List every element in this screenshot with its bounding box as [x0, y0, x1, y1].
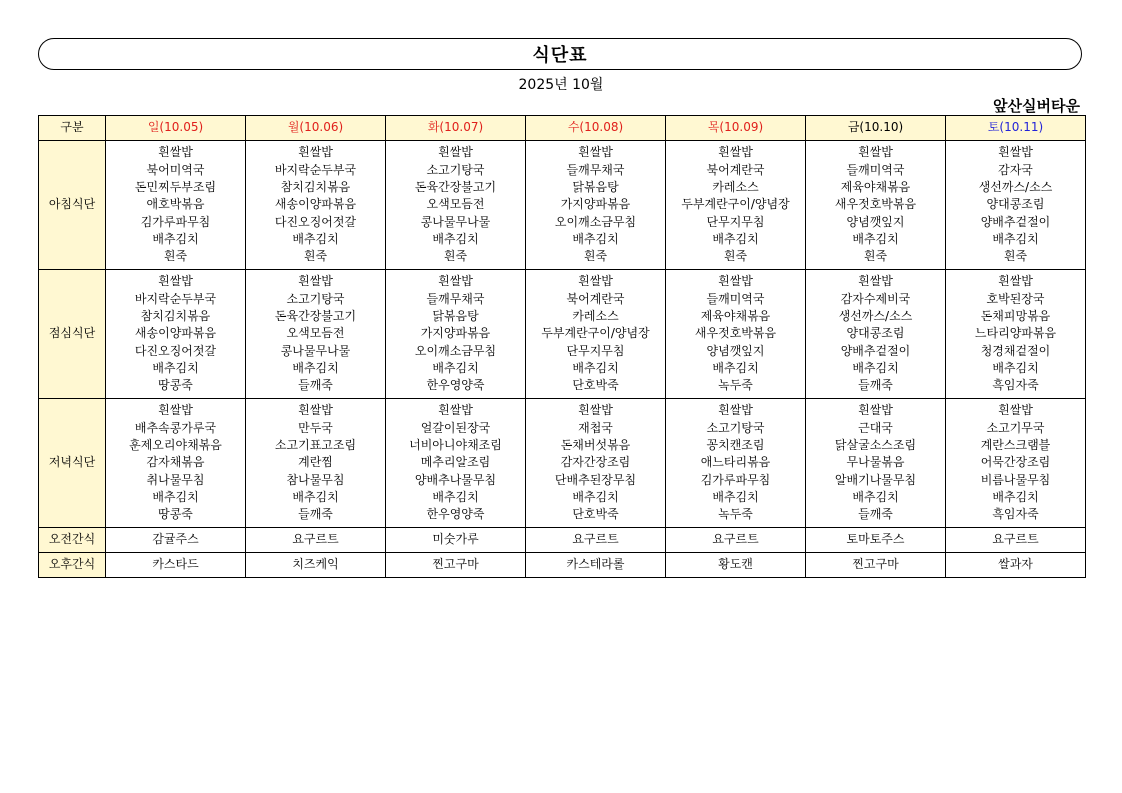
menu-cell: [946, 141, 1086, 270]
dish-item: 콩나물무나물: [420, 214, 491, 229]
dish-item: 호박된장국: [986, 291, 1045, 306]
dish-item: 감자간장조림: [560, 455, 631, 470]
dish-item: 배추김치: [572, 360, 619, 375]
dish-item: 흰쌀밥: [578, 403, 613, 418]
dish-item: 흰쌀밥: [438, 274, 473, 289]
snack-cell: 카스테라롤: [526, 553, 666, 578]
dish-item: 계란스크램블: [980, 438, 1051, 453]
dish-item: 배추김치: [992, 489, 1039, 504]
dish-item: 흰죽: [583, 249, 608, 264]
dish-item: 땅콩죽: [158, 378, 193, 393]
dish-item: 새우젓호박볶음: [834, 197, 917, 212]
day-header: 목(10.09): [666, 116, 806, 141]
dish-item: 흰쌀밥: [718, 403, 753, 418]
dish-item: 닭볶음탕: [432, 309, 479, 324]
snack-cell: 요구르트: [246, 528, 386, 553]
dish-item: 생선까스/소스: [978, 180, 1053, 195]
dish-item: 들깨무채국: [566, 162, 625, 177]
meal-row: [39, 141, 1086, 270]
snack-cell: 치즈케익: [246, 553, 386, 578]
dish-item: 새송이양파볶음: [134, 326, 217, 341]
dish-item: 배추김치: [572, 489, 619, 504]
day-header: 토(10.11): [946, 116, 1086, 141]
day-header: 화(10.07): [386, 116, 526, 141]
menu-cell: [666, 141, 806, 270]
menu-cell: [666, 399, 806, 528]
dish-item: 단무지무침: [706, 214, 765, 229]
dish-item: 흰쌀밥: [298, 145, 333, 160]
dish-item: 닭살굴소스조림: [834, 438, 917, 453]
dish-item: 배추김치: [572, 231, 619, 246]
dish-item: 들깨미역국: [706, 291, 765, 306]
dish-item: 흰쌀밥: [438, 403, 473, 418]
dish-item: 두부계란구이/양념장: [541, 326, 650, 341]
corner-label: 구분: [39, 116, 106, 141]
dish-item: 바지락순두부국: [134, 291, 217, 306]
dish-item: 흑임자죽: [992, 507, 1039, 522]
menu-cell: [246, 270, 386, 399]
dish-item: 양념깻잎지: [706, 343, 765, 358]
dish-item: 오이깨소금무침: [414, 343, 497, 358]
dish-item: 북어미역국: [146, 162, 205, 177]
dish-item: 돈채버섯볶음: [560, 438, 631, 453]
dish-item: 소고기무국: [986, 420, 1045, 435]
dish-item: 재첩국: [578, 420, 613, 435]
meal-table: [38, 115, 1086, 578]
menu-cell: [106, 270, 246, 399]
dish-item: 두부계란구이/양념장: [681, 197, 790, 212]
dish-item: 들깨무채국: [426, 291, 485, 306]
page-title: 식단표: [532, 45, 588, 66]
dish-item: 흑임자죽: [992, 378, 1039, 393]
dish-item: 훈제오리야채볶음: [129, 438, 222, 453]
menu-cell: [526, 141, 666, 270]
dish-item: 배추김치: [992, 360, 1039, 375]
dish-item: 들깨죽: [298, 378, 333, 393]
dish-item: 오이깨소금무침: [554, 214, 637, 229]
dish-item: 만두국: [298, 420, 333, 435]
menu-cell: [946, 399, 1086, 528]
dish-item: 취나물무침: [146, 472, 205, 487]
menu-cell: [386, 270, 526, 399]
dish-item: 배추김치: [712, 231, 759, 246]
header-row: [39, 116, 1086, 141]
menu-cell: [106, 399, 246, 528]
month-label: 2025년 10월: [518, 77, 604, 93]
dish-item: 오색모듬전: [426, 197, 485, 212]
dish-item: 바지락순두부국: [274, 162, 357, 177]
dish-item: 흰쌀밥: [998, 403, 1033, 418]
dish-item: 배추김치: [292, 231, 339, 246]
snack-row: [39, 528, 1086, 553]
dish-item: 양념깻잎지: [846, 214, 905, 229]
day-header: 금(10.10): [806, 116, 946, 141]
dish-item: 새우젓호박볶음: [694, 326, 777, 341]
dish-item: 참치김치볶음: [280, 180, 351, 195]
dish-item: 흰쌀밥: [858, 145, 893, 160]
snack-label: 오전간식: [39, 528, 106, 553]
menu-cell: [386, 141, 526, 270]
snack-cell: 쌀과자: [946, 553, 1086, 578]
dish-item: 흰쌀밥: [158, 403, 193, 418]
dish-item: 흰쌀밥: [298, 274, 333, 289]
dish-item: 배추김치: [152, 231, 199, 246]
dish-item: 배추김치: [152, 489, 199, 504]
dish-item: 들깨죽: [858, 378, 893, 393]
dish-item: 북어계란국: [566, 291, 625, 306]
facility-name: 앞산실버타운: [993, 97, 1080, 115]
snack-cell: 미숫가루: [386, 528, 526, 553]
dish-item: 흰쌀밥: [298, 403, 333, 418]
dish-item: 돈민찌두부조림: [134, 180, 217, 195]
meal-label: 아침식단: [39, 141, 106, 270]
menu-cell: [666, 270, 806, 399]
dish-item: 흰쌀밥: [158, 274, 193, 289]
dish-item: 흰쌀밥: [998, 274, 1033, 289]
dish-item: 김가루파무침: [140, 214, 211, 229]
dish-item: 돈채피망볶음: [980, 309, 1051, 324]
snack-cell: 요구르트: [526, 528, 666, 553]
dish-item: 한우영양죽: [426, 378, 485, 393]
dish-item: 가지양파볶음: [560, 197, 631, 212]
dish-item: 양대콩조림: [986, 197, 1045, 212]
menu-cell: [946, 270, 1086, 399]
dish-item: 애호박볶음: [146, 197, 205, 212]
dish-item: 돈육간장불고기: [414, 180, 497, 195]
dish-item: 가지양파볶음: [420, 326, 491, 341]
dish-item: 돈육간장불고기: [274, 309, 357, 324]
dish-item: 단무지무침: [566, 343, 625, 358]
dish-item: 느타리양파볶음: [974, 326, 1057, 341]
dish-item: 흰죽: [303, 249, 328, 264]
dish-item: 한우영양죽: [426, 507, 485, 522]
dish-item: 흰죽: [723, 249, 748, 264]
dish-item: 배추김치: [992, 231, 1039, 246]
dish-item: 카레소스: [712, 180, 759, 195]
menu-cell: [526, 270, 666, 399]
menu-cell: [806, 141, 946, 270]
dish-item: 양배추겉절이: [840, 343, 911, 358]
snack-cell: 감귤주스: [106, 528, 246, 553]
snack-cell: 찐고구마: [806, 553, 946, 578]
snack-cell: 토마토주스: [806, 528, 946, 553]
dish-item: 다진오징어젓갈: [134, 343, 217, 358]
dish-item: 메추리알조림: [420, 455, 491, 470]
dish-item: 계란찜: [298, 455, 333, 470]
dish-item: 배추김치: [292, 489, 339, 504]
dish-item: 흰죽: [863, 249, 888, 264]
meal-row: [39, 399, 1086, 528]
dish-item: 흰쌀밥: [858, 403, 893, 418]
menu-cell: [246, 141, 386, 270]
menu-cell: [386, 399, 526, 528]
menu-cell: [246, 399, 386, 528]
dish-item: 양배추겉절이: [980, 214, 1051, 229]
dish-item: 새송이양파볶음: [274, 197, 357, 212]
dish-item: 배추김치: [712, 489, 759, 504]
snack-cell: 찐고구마: [386, 553, 526, 578]
day-header: 월(10.06): [246, 116, 386, 141]
dish-item: 흰쌀밥: [438, 145, 473, 160]
dish-item: 들깨미역국: [846, 162, 905, 177]
dish-item: 흰쌀밥: [718, 274, 753, 289]
dish-item: 양배추나물무침: [414, 472, 497, 487]
dish-item: 들깨죽: [298, 507, 333, 522]
dish-item: 배추김치: [292, 360, 339, 375]
snack-cell: 카스타드: [106, 553, 246, 578]
dish-item: 흰쌀밥: [578, 274, 613, 289]
dish-item: 콩나물무나물: [280, 343, 351, 358]
day-header: 일(10.05): [106, 116, 246, 141]
dish-item: 들깨죽: [858, 507, 893, 522]
dish-item: 감자국: [998, 162, 1033, 177]
dish-item: 김가루파무침: [700, 472, 771, 487]
dish-item: 얼갈이된장국: [420, 420, 491, 435]
dish-item: 흰쌀밥: [158, 145, 193, 160]
day-header: 수(10.08): [526, 116, 666, 141]
dish-item: 배추속콩가루국: [134, 420, 217, 435]
dish-item: 감자채볶음: [146, 455, 205, 470]
dish-item: 참치김치볶음: [140, 309, 211, 324]
dish-item: 배추김치: [432, 360, 479, 375]
meal-label: 점심식단: [39, 270, 106, 399]
dish-item: 단배추된장무침: [554, 472, 637, 487]
menu-cell: [806, 270, 946, 399]
dish-item: 제육야채볶음: [700, 309, 771, 324]
dish-item: 참나물무침: [286, 472, 345, 487]
dish-item: 배추김치: [432, 231, 479, 246]
dish-item: 소고기탕국: [286, 291, 345, 306]
dish-item: 단호박죽: [572, 378, 619, 393]
dish-item: 배추김치: [152, 360, 199, 375]
meal-label: 저녁식단: [39, 399, 106, 528]
menu-cell: [106, 141, 246, 270]
dish-item: 카레소스: [572, 309, 619, 324]
dish-item: 소고기탕국: [426, 162, 485, 177]
title-banner: [38, 38, 1082, 70]
dish-item: 닭볶음탕: [572, 180, 619, 195]
dish-item: 애느타리볶음: [700, 455, 771, 470]
dish-item: 흰쌀밥: [858, 274, 893, 289]
dish-item: 배추김치: [852, 231, 899, 246]
dish-item: 제육야채볶음: [840, 180, 911, 195]
dish-item: 오색모듬전: [286, 326, 345, 341]
dish-item: 흰쌀밥: [998, 145, 1033, 160]
dish-item: 배추김치: [852, 360, 899, 375]
dish-item: 북어계란국: [706, 162, 765, 177]
dish-item: 소고기표고조림: [274, 438, 357, 453]
meal-row: [39, 270, 1086, 399]
snack-row: [39, 553, 1086, 578]
dish-item: 배추김치: [852, 489, 899, 504]
dish-item: 무나물볶음: [846, 455, 905, 470]
snack-label: 오후간식: [39, 553, 106, 578]
dish-item: 녹두죽: [718, 507, 753, 522]
menu-cell: [526, 399, 666, 528]
dish-item: 다진오징어젓갈: [274, 214, 357, 229]
snack-cell: 요구르트: [946, 528, 1086, 553]
dish-item: 흰죽: [163, 249, 188, 264]
dish-item: 근대국: [858, 420, 893, 435]
snack-cell: 황도캔: [666, 553, 806, 578]
dish-item: 소고기탕국: [706, 420, 765, 435]
dish-item: 배추김치: [712, 360, 759, 375]
dish-item: 청경채겉절이: [980, 343, 1051, 358]
dish-item: 감자수제비국: [840, 291, 911, 306]
dish-item: 흰쌀밥: [718, 145, 753, 160]
dish-item: 흰죽: [443, 249, 468, 264]
dish-item: 너비아니야채조림: [409, 438, 502, 453]
dish-item: 양대콩조림: [846, 326, 905, 341]
menu-cell: [806, 399, 946, 528]
dish-item: 꽁치캔조림: [706, 438, 765, 453]
dish-item: 배추김치: [432, 489, 479, 504]
dish-item: 흰쌀밥: [578, 145, 613, 160]
dish-item: 땅콩죽: [158, 507, 193, 522]
snack-cell: 요구르트: [666, 528, 806, 553]
dish-item: 알배기나물무침: [834, 472, 917, 487]
dish-item: 녹두죽: [718, 378, 753, 393]
dish-item: 비름나물무침: [980, 472, 1051, 487]
dish-item: 흰죽: [1003, 249, 1028, 264]
dish-item: 단호박죽: [572, 507, 619, 522]
dish-item: 어묵간장조림: [980, 455, 1051, 470]
dish-item: 생선까스/소스: [838, 309, 913, 324]
